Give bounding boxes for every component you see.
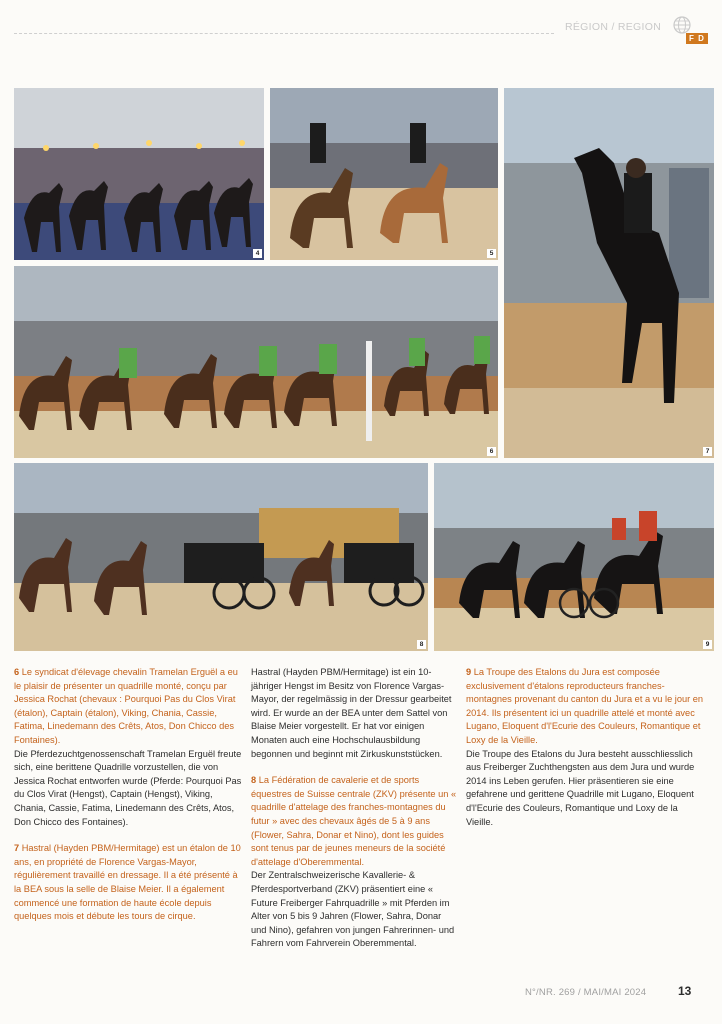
caption-8-de: Der Zentralschweizerische Kavallerie- & Pferdesportverband (ZKV) präsentiert eine « Future Freiberger Fahrquadrille » mit Pferden im Alter von 5 bis 9 Jahren (Flower, Sahra, Donar und Nino), gefahren von jungen Fahrerinnen- und Fahrern vom Fahrverein Oberemmental. xyxy=(251,870,455,949)
caption-9-de: Die Troupe des Etalons du Jura besteht ausschliesslich aus Freiberger Zuchthengsten aus dem Jura und wurde 2014 ins Leben gerufen. Hier präsentieren sie eine gefahrene und gerittene Quadrille mit Lugano, Eloquent d'l'Ecurie des Couleurs, Romantique und Loxy de la Vieille. xyxy=(466,748,695,827)
section-title: RÉGION / REGION xyxy=(565,21,662,33)
photo-number: 9 xyxy=(703,640,712,649)
photo-jura-stallions xyxy=(434,463,714,651)
page-number: 13 xyxy=(678,984,692,998)
globe-icon xyxy=(673,16,691,34)
caption-text: Le syndicat d'élevage chevalin Tramelan Erguël a eu le plaisir de présenter un quadrille monté, conçu par Jessica Rochat (chevaux : Pourquoi Pas du Clos Virat (étalon), Captain (étalon), Viking, Chania, Cassie, Fatima, Linedemann des Crêts, Atos, Don Chicco des Fontaines). xyxy=(14,667,238,745)
photo-number: 8 xyxy=(417,640,426,649)
photo-number: 5 xyxy=(487,249,496,258)
photo-dressage-pair xyxy=(270,88,498,260)
photo-mounted-quadrille xyxy=(14,266,498,458)
photo-torch-quadrille xyxy=(14,88,264,260)
text-column-3 xyxy=(466,666,706,829)
caption-text: La Troupe des Etalons du Jura est composée exclusivement d'étalons reproducteurs franches-montagnes provenant du canton du Jura et a vu le jour en 2014. Ils présentent ici un quadrille attelé et monté avec Lugano, Eloquent d'l'Ecurie des Couleurs, Romantique et Loxy de la Vieille. xyxy=(466,667,704,745)
text-column-2 xyxy=(251,666,459,951)
photo-rearing-horse xyxy=(504,88,714,458)
caption-number: 9 xyxy=(466,667,472,677)
caption-number: 8 xyxy=(251,775,257,786)
caption-number: 7 xyxy=(14,843,20,854)
caption-8-fr xyxy=(251,774,459,869)
photo-number: 7 xyxy=(703,447,712,456)
caption-6-de: Die Pferdezuchtgenossenschaft Tramelan Erguël freute sich, eine berittene Quadrille vorzustellen, die von Jessica Rochat entworfen wurde (Pferde: Pourquoi Pas du Clos Virat (Hengst), Captain (Hengst), Viking, Chania, Cassie, Fatima, Linedemann des Crêts, Atos, Don Chicco des Fontaines). xyxy=(14,748,242,827)
header-divider xyxy=(14,33,554,34)
text-column-1 xyxy=(14,666,242,924)
photo-number: 6 xyxy=(487,447,496,456)
caption-7-de: Hastral (Hayden PBM/Hermitage) ist ein 10-jähriger Hengst im Besitz von Florence Vargas-Mayor, der regelmässig in der Dressur gearbeitet wird. Er wurde an der BEA unter dem Sattel von Blaise Meier vorgestellt. Er hat vor einigen Monaten auch eine Hochschulausbildung begonnen und beginnt mit Zirkuskunststücken. xyxy=(251,667,452,759)
caption-9-fr xyxy=(466,666,706,748)
caption-text: Hastral (Hayden PBM/Hermitage) est un étalon de 10 ans, en propriété de Florence Vargas-Mayor, régulièrement travaillé en dressage. Il a été présenté à la BEA sous la selle de Blaise Meier. Il a également commencé une formation de haute école depuis quelques mois et débute les tours de cirque. xyxy=(14,843,241,922)
language-badge: F D xyxy=(686,33,708,44)
caption-6-fr xyxy=(14,666,242,748)
caption-text: La Fédération de cavalerie et de sports équestres de Suisse centrale (ZKV) présente un « quadrille d'attelage des franches-montagnes du futur » avec des chevaux âgés de 5 à 9 ans (Flower, Sahra, Donar et Nino), dont les guides sont tenus par de jeunes meneurs de la société d'attelage d'Oberemmental. xyxy=(251,775,457,867)
photo-number: 4 xyxy=(253,249,262,258)
caption-7-fr xyxy=(14,842,242,924)
photo-carriage-quadrille xyxy=(14,463,428,651)
caption-number: 6 xyxy=(14,667,20,677)
issue-info: N°/NR. 269 / MAI/MAI 2024 xyxy=(525,987,647,998)
